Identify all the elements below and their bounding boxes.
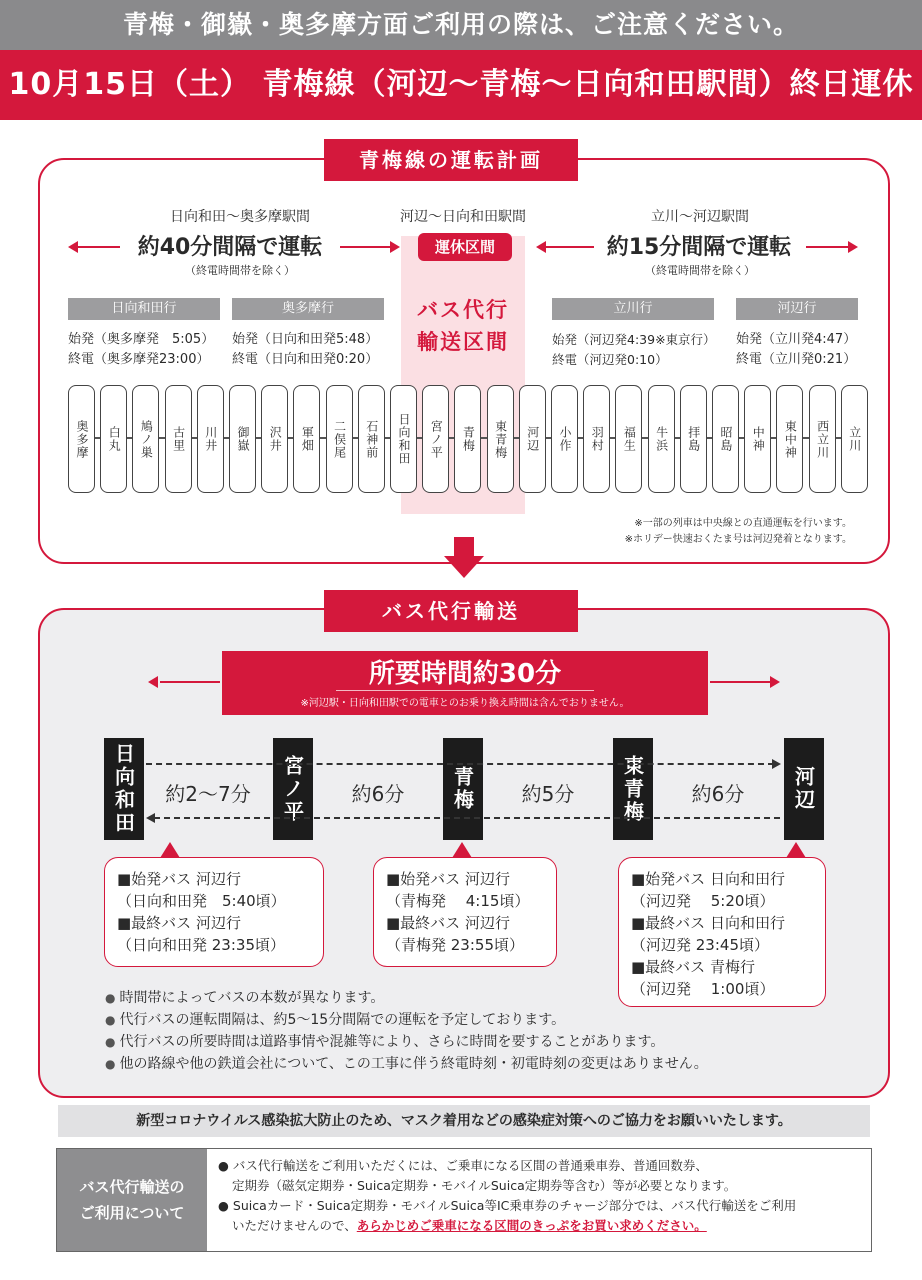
bubble-hinatawada-tail (160, 842, 180, 858)
station-box: 拝島 (680, 385, 707, 493)
bubble-hinatawada-line2: （日向和田発 5:40頃） (117, 892, 286, 910)
station-box: 川井 (197, 385, 224, 493)
usage-line4-emphasis: あらかじめご乗車になる区間のきっぷをお買い求めください。 (356, 1218, 707, 1233)
station-box: 小作 (551, 385, 578, 493)
left-group-caption: 日向和田〜奥多摩駅間 (170, 209, 310, 225)
down-arrow-icon (444, 556, 484, 578)
bus-section-label (404, 294, 522, 358)
required-time: 所要時間約30分 (368, 659, 562, 689)
station-box: 西立川 (809, 385, 836, 493)
bubble-hinatawada-line3: ■最終バス 河辺行 (117, 914, 241, 932)
bubble-kabe-line2: （河辺発 5:20頃） (631, 892, 775, 910)
bubble-hinatawada-line4: （日向和田発 23:35頃） (117, 936, 285, 954)
station-box: 東青梅 (487, 385, 514, 493)
time-arrow-left-head (148, 676, 158, 688)
station-box: 古里 (165, 385, 192, 493)
station-box: 牛浜 (648, 385, 675, 493)
station-box: 二俣尾 (326, 385, 353, 493)
direction-okutama: 奥多摩行 (232, 298, 384, 320)
station-box: 沢井 (261, 385, 288, 493)
right-arrow-head (848, 241, 858, 253)
time-arrow-left-line (160, 681, 220, 683)
bus-notes (105, 987, 708, 1075)
required-time-note: ※河辺駅・日向和田駅での電車とのお乗り換え時間は含んでおりません。 (300, 698, 630, 709)
station-box: 青梅 (454, 385, 481, 493)
direction-kabe: 河辺行 (736, 298, 858, 320)
usage-line4 (218, 1216, 868, 1236)
station-box: 立川 (841, 385, 868, 493)
station-box: 中神 (744, 385, 771, 493)
station-box: 奥多摩 (68, 385, 95, 493)
bubble-kabe-line5: ■最終バス 青梅行 (631, 958, 755, 976)
bubble-kabe-line6: （河辺発 1:00頃） (631, 980, 775, 998)
required-time-underline (336, 690, 594, 691)
bubble-kabe-line1: ■始発バス 日向和田行 (631, 870, 785, 888)
usage-label-line2: ご利用について (79, 1204, 185, 1222)
station-box: 羽村 (583, 385, 610, 493)
station-box: 昭島 (712, 385, 739, 493)
right-group-note: （終電時間帯を除く） (645, 264, 755, 277)
bubble-kabe-tail (786, 842, 806, 858)
first-train-hinatawada: 始発（奥多摩発 5:05） (68, 332, 215, 347)
bubble-ome-line1: ■始発バス 河辺行 (386, 870, 510, 888)
duration-4: 約6分 (691, 782, 745, 806)
last-train-hinatawada: 終電（奥多摩発23:00） (68, 352, 210, 367)
route-dash-upper (146, 763, 774, 765)
time-arrow-right-line (710, 681, 772, 683)
direction-hinatawada: 日向和田行 (68, 298, 220, 320)
bubble-kabe (618, 857, 826, 1007)
covid-notice: 新型コロナウイルス感染拡大防止のため、マスク着用などの感染症対策へのご協力をお願いいたします。 (58, 1105, 870, 1137)
left-group-interval: 約40分間隔で運転 (137, 235, 323, 260)
stop-ome: 青梅 (443, 738, 483, 840)
note-through-service: ※一部の列車は中央線との直通運転を行います。 (634, 518, 852, 529)
bubble-ome-tail (452, 842, 472, 858)
times-tachikawa (552, 330, 716, 370)
right-arrow-line-left (544, 246, 594, 248)
left-arrow-head-right (390, 241, 400, 253)
bubble-hinatawada (104, 857, 324, 967)
note-holiday-rapid: ※ホリデー快速おくたま号は河辺発着となります。 (624, 534, 852, 545)
right-group-interval: 約15分間隔で運転 (606, 235, 792, 260)
bus-note-item: ● 時間帯によってバスの本数が異なります。 (105, 987, 708, 1009)
station-box: 鳩ノ巣 (132, 385, 159, 493)
last-train-okutama: 終電（日向和田発0:20） (232, 352, 379, 367)
center-group-caption: 河辺〜日向和田駅間 (400, 209, 526, 225)
route-dash-lower (154, 817, 780, 819)
station-box: 河辺 (519, 385, 546, 493)
times-okutama (232, 330, 378, 370)
left-group-note: （終電時間帯を除く） (185, 264, 295, 277)
right-group-caption: 立川〜河辺駅間 (651, 209, 749, 225)
bubble-ome-line3: ■最終バス 河辺行 (386, 914, 510, 932)
bubble-kabe-line4: （河辺発 23:45頃） (631, 936, 769, 954)
stop-kabe: 河辺 (784, 738, 824, 840)
route-dash-lower-head (146, 813, 155, 823)
bubble-hinatawada-line1: ■始発バス 河辺行 (117, 870, 241, 888)
bus-section-line2: 輸送区間 (417, 330, 509, 354)
duration-3: 約5分 (521, 782, 575, 806)
bus-note-item: ● 代行バスの所要時間は道路事情や混雑等により、さらに時間を要することがあります。 (105, 1031, 708, 1053)
left-arrow-line (78, 246, 120, 248)
first-train-tachikawa: 始発（河辺発4:39※東京行） (552, 332, 716, 347)
stop-miyanohira: 宮ノ平 (273, 738, 313, 840)
stop-higashiome: 東青梅 (613, 738, 653, 840)
bus-note-item: ● 他の路線や他の鉄道会社について、この工事に伴う終電時刻・初電時刻の変更はありません。 (105, 1053, 708, 1075)
stop-hinatawada: 日向和田 (104, 738, 144, 840)
usage-text (218, 1156, 868, 1236)
left-arrow-line-right (340, 246, 392, 248)
station-box: 軍畑 (293, 385, 320, 493)
usage-line4-plain: いただけませんので、 (232, 1218, 357, 1233)
route-dash-upper-head (772, 759, 781, 769)
first-train-kabe: 始発（立川発4:47） (736, 332, 857, 347)
usage-line1: ● バス代行輸送をご利用いただくには、ご乗車になる区間の普通乗車券、普通回数券、 (218, 1158, 708, 1173)
duration-1: 約2〜7分 (165, 782, 251, 806)
first-train-okutama: 始発（日向和田発5:48） (232, 332, 379, 347)
bubble-ome (373, 857, 557, 967)
times-kabe (736, 330, 856, 370)
bus-note-item: ● 代行バスの運転間隔は、約5〜15分間隔での運転を予定しております。 (105, 1009, 708, 1031)
bubble-kabe-line3: ■最終バス 日向和田行 (631, 914, 785, 932)
notice-banner: 青梅・御嶽・奥多摩方面ご利用の際は、ご注意ください。 (0, 0, 922, 50)
time-arrow-right-head (770, 676, 780, 688)
station-box: 宮ノ平 (422, 385, 449, 493)
headline-banner: 10月15日（土） 青梅線（河辺〜青梅〜日向和田駅間）終日運休 (0, 50, 922, 120)
bubble-ome-line4: （青梅発 23:55頃） (386, 936, 524, 954)
station-box: 福生 (615, 385, 642, 493)
usage-label-line1: バス代行輸送の (79, 1178, 185, 1196)
suspended-badge: 運休区間 (418, 233, 512, 261)
station-box: 石神前 (358, 385, 385, 493)
last-train-tachikawa: 終電（河辺発0:10） (552, 352, 668, 367)
last-train-kabe: 終電（立川発0:21） (736, 352, 857, 367)
operation-plan-title: 青梅線の運転計画 (324, 139, 578, 181)
times-hinatawada (68, 330, 214, 370)
usage-label (57, 1149, 207, 1251)
bus-section-line1: バス代行 (417, 298, 509, 322)
right-arrow-line (806, 246, 850, 248)
station-box: 東中神 (776, 385, 803, 493)
duration-2: 約6分 (351, 782, 405, 806)
bubble-ome-line2: （青梅発 4:15頃） (386, 892, 530, 910)
usage-line2: 定期券（磁気定期券・Suica定期券・モバイルSuica定期券等含む）等が必要となります。 (232, 1178, 737, 1193)
left-arrow-head (68, 241, 78, 253)
usage-line3: ● Suicaカード・Suica定期券・モバイルSuica等IC乗車券のチャージ部分では、バス代行輸送をご利用 (218, 1198, 797, 1213)
direction-tachikawa: 立川行 (552, 298, 714, 320)
station-box: 白丸 (100, 385, 127, 493)
station-box: 日向和田 (390, 385, 417, 493)
bus-title: バス代行輸送 (324, 590, 578, 632)
station-box: 御嶽 (229, 385, 256, 493)
